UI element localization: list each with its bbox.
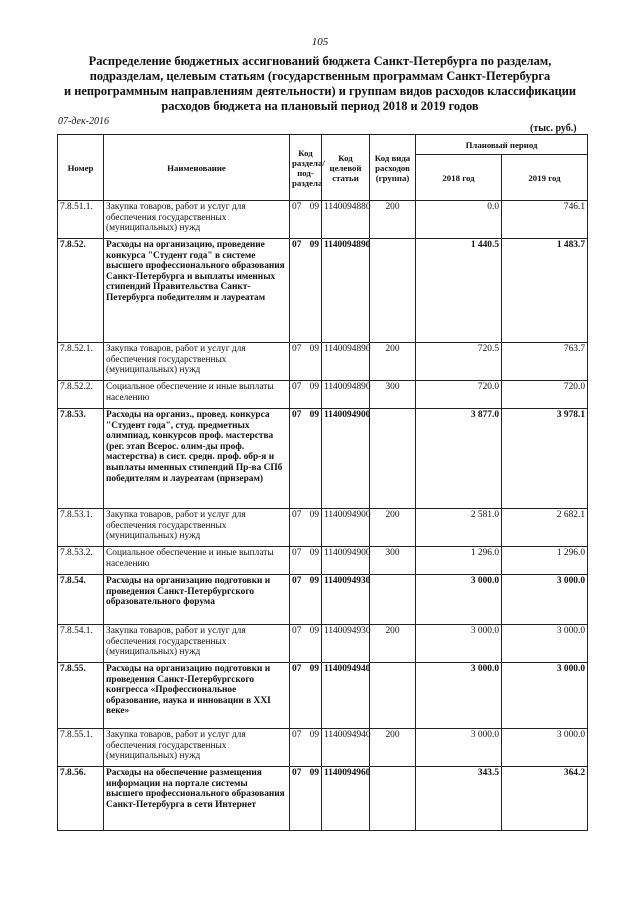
row-value-2018: 3 877.0 [416, 409, 502, 509]
row-value-2018: 1 440.5 [416, 239, 502, 343]
table-row [58, 729, 588, 767]
row-number: 7.8.54. [58, 575, 104, 625]
row-section-code [290, 767, 322, 831]
row-subsection: 09 [309, 548, 319, 558]
title-line: расходов бюджета на плановый период 2018 и 2019 годов [161, 99, 479, 113]
row-section: 07 [292, 202, 302, 212]
title-line: подразделам, целевым статьям (государственным программам Санкт-Петербурга [89, 69, 551, 83]
row-number: 7.8.53.2. [58, 547, 104, 575]
table-row [58, 663, 588, 729]
row-number: 7.8.53.1. [58, 509, 104, 547]
row-value-2019: 3 000.0 [502, 729, 588, 767]
table-row [58, 547, 588, 575]
row-number: 7.8.52.1. [58, 343, 104, 381]
row-number: 7.8.55.1. [58, 729, 104, 767]
document-date: 07-дек-2016 [58, 116, 109, 127]
table-row [58, 625, 588, 663]
row-value-2019: 746.1 [502, 201, 588, 239]
row-value-2019: 3 978.1 [502, 409, 588, 509]
row-number: 7.8.56. [58, 767, 104, 831]
row-target-code: 1140094900 [322, 409, 370, 509]
table-row [58, 509, 588, 547]
row-subsection: 09 [309, 730, 319, 740]
row-value-2019: 364.2 [502, 767, 588, 831]
row-section: 07 [292, 410, 302, 420]
row-section-code [290, 575, 322, 625]
row-name: Закупка товаров, работ и услуг для обеспечения государственных (муниципальных) нужд [104, 343, 290, 381]
row-value-2018: 720.0 [416, 381, 502, 409]
row-section: 07 [292, 576, 302, 586]
row-target-code: 1140094900 [322, 509, 370, 547]
row-number: 7.8.51.1. [58, 201, 104, 239]
row-section-code [290, 625, 322, 663]
row-value-2018: 1 296.0 [416, 547, 502, 575]
row-expense-type-code: 200 [370, 343, 416, 381]
row-value-2018: 0.0 [416, 201, 502, 239]
row-value-2018: 2 581.0 [416, 509, 502, 547]
header-number: Номер [58, 135, 104, 201]
row-name: Закупка товаров, работ и услуг для обеспечения государственных (муниципальных) нужд [104, 729, 290, 767]
row-expense-type-code: 200 [370, 625, 416, 663]
table-row [58, 239, 588, 343]
row-expense-type-code: 300 [370, 547, 416, 575]
row-section: 07 [292, 548, 302, 558]
row-name: Социальное обеспечение и иные выплаты населению [104, 547, 290, 575]
row-section: 07 [292, 664, 302, 674]
row-subsection: 09 [309, 664, 319, 674]
header-section-code: Код раздела/ под- раздела [290, 135, 322, 201]
document-title [40, 54, 600, 114]
row-section-code [290, 729, 322, 767]
row-section-code [290, 409, 322, 509]
row-expense-type-code [370, 575, 416, 625]
row-target-code: 1140094890 [322, 381, 370, 409]
page-number: 105 [311, 36, 329, 48]
header-2018: 2018 год [416, 155, 502, 201]
row-subsection: 09 [309, 344, 319, 354]
row-subsection: 09 [309, 626, 319, 636]
row-subsection: 09 [309, 382, 319, 392]
row-section: 07 [292, 626, 302, 636]
row-number: 7.8.52. [58, 239, 104, 343]
header-expense-type-code: Код вида расходов (группа) [370, 135, 416, 201]
row-name: Социальное обеспечение и иные выплаты населению [104, 381, 290, 409]
row-value-2018: 3 000.0 [416, 575, 502, 625]
row-name: Закупка товаров, работ и услуг для обеспечения государственных (муниципальных) нужд [104, 625, 290, 663]
row-section: 07 [292, 768, 302, 778]
row-target-code: 1140094890 [322, 239, 370, 343]
row-section-code [290, 381, 322, 409]
row-expense-type-code: 300 [370, 381, 416, 409]
row-subsection: 09 [309, 240, 319, 250]
title-line: и непрограммным направлениям деятельности) и группам видов расходов классификации [64, 84, 576, 98]
row-value-2018: 3 000.0 [416, 663, 502, 729]
row-value-2018: 720.5 [416, 343, 502, 381]
row-expense-type-code: 200 [370, 729, 416, 767]
row-target-code: 1140094900 [322, 547, 370, 575]
row-value-2019: 720.0 [502, 381, 588, 409]
row-section: 07 [292, 344, 302, 354]
row-target-code: 1140094940 [322, 729, 370, 767]
row-target-code: 1140094930 [322, 625, 370, 663]
table-body [58, 201, 588, 831]
row-name: Расходы на обеспечение размещения информации на портале системы высшего профессионального образования Санкт-Петербурга в сети Интернет [104, 767, 290, 831]
table-row [58, 767, 588, 831]
row-value-2018: 3 000.0 [416, 625, 502, 663]
budget-table [57, 134, 588, 831]
row-value-2019: 3 000.0 [502, 663, 588, 729]
row-subsection: 09 [309, 510, 319, 520]
row-number: 7.8.55. [58, 663, 104, 729]
row-subsection: 09 [309, 768, 319, 778]
header-target-code: Код целевой статьи [322, 135, 370, 201]
table-row [58, 575, 588, 625]
row-number: 7.8.54.1. [58, 625, 104, 663]
row-target-code: 1140094930 [322, 575, 370, 625]
row-name: Закупка товаров, работ и услуг для обеспечения государственных (муниципальных) нужд [104, 201, 290, 239]
table-row [58, 381, 588, 409]
row-section: 07 [292, 510, 302, 520]
row-expense-type-code [370, 409, 416, 509]
row-value-2018: 3 000.0 [416, 729, 502, 767]
row-expense-type-code [370, 767, 416, 831]
row-target-code: 1140094880 [322, 201, 370, 239]
header-2019: 2019 год [502, 155, 588, 201]
title-line: Распределение бюджетных ассигнований бюджета Санкт-Петербурга по разделам, [88, 54, 552, 68]
row-target-code: 1140094890 [322, 343, 370, 381]
row-subsection: 09 [309, 576, 319, 586]
table-row [58, 409, 588, 509]
row-section-code [290, 547, 322, 575]
row-name: Закупка товаров, работ и услуг для обеспечения государственных (муниципальных) нужд [104, 509, 290, 547]
row-section-code [290, 343, 322, 381]
row-value-2019: 1 483.7 [502, 239, 588, 343]
row-section: 07 [292, 730, 302, 740]
row-expense-type-code: 200 [370, 509, 416, 547]
row-target-code: 1140094960 [322, 767, 370, 831]
row-value-2019: 1 296.0 [502, 547, 588, 575]
header-name: Наименование [104, 135, 290, 201]
row-number: 7.8.52.2. [58, 381, 104, 409]
row-value-2019: 763.7 [502, 343, 588, 381]
row-name: Расходы на организ., провед. конкурса "Студент года", студ. предметных олимпиад, конкурсов проф. мастерства (рег. этап Всерос. олим-ды проф. мастерства) в сист. средн. проф. обр-я и выплаты именных стипендий Пр-ва СПб победителям и лауреатам (призерам) [104, 409, 290, 509]
row-section: 07 [292, 240, 302, 250]
row-value-2018: 343.5 [416, 767, 502, 831]
row-section-code [290, 239, 322, 343]
header-planned-period: Плановый период [416, 135, 588, 155]
row-name: Расходы на организацию подготовки и проведения Санкт-Петербургского образовательного форума [104, 575, 290, 625]
units-label: (тыс. руб.) [530, 123, 577, 134]
row-expense-type-code [370, 239, 416, 343]
row-subsection: 09 [309, 202, 319, 212]
row-value-2019: 2 682.1 [502, 509, 588, 547]
row-name: Расходы на организацию подготовки и проведения Санкт-Петербургского конгресса «Профессиональное образование, наука и инновации в XXI веке» [104, 663, 290, 729]
row-expense-type-code: 200 [370, 201, 416, 239]
row-name: Расходы на организацию, проведение конкурса "Студент года" в системе высшего профессионального образования Санкт-Петербурга и выплаты именных стипендий Правительства Санкт-Петербурга победителям и лауреатам [104, 239, 290, 343]
row-section: 07 [292, 382, 302, 392]
row-number: 7.8.53. [58, 409, 104, 509]
table-row [58, 201, 588, 239]
row-expense-type-code [370, 663, 416, 729]
row-section-code [290, 201, 322, 239]
row-section-code [290, 663, 322, 729]
row-value-2019: 3 000.0 [502, 575, 588, 625]
row-section-code [290, 509, 322, 547]
table-row [58, 343, 588, 381]
row-value-2019: 3 000.0 [502, 625, 588, 663]
row-target-code: 1140094940 [322, 663, 370, 729]
row-subsection: 09 [309, 410, 319, 420]
